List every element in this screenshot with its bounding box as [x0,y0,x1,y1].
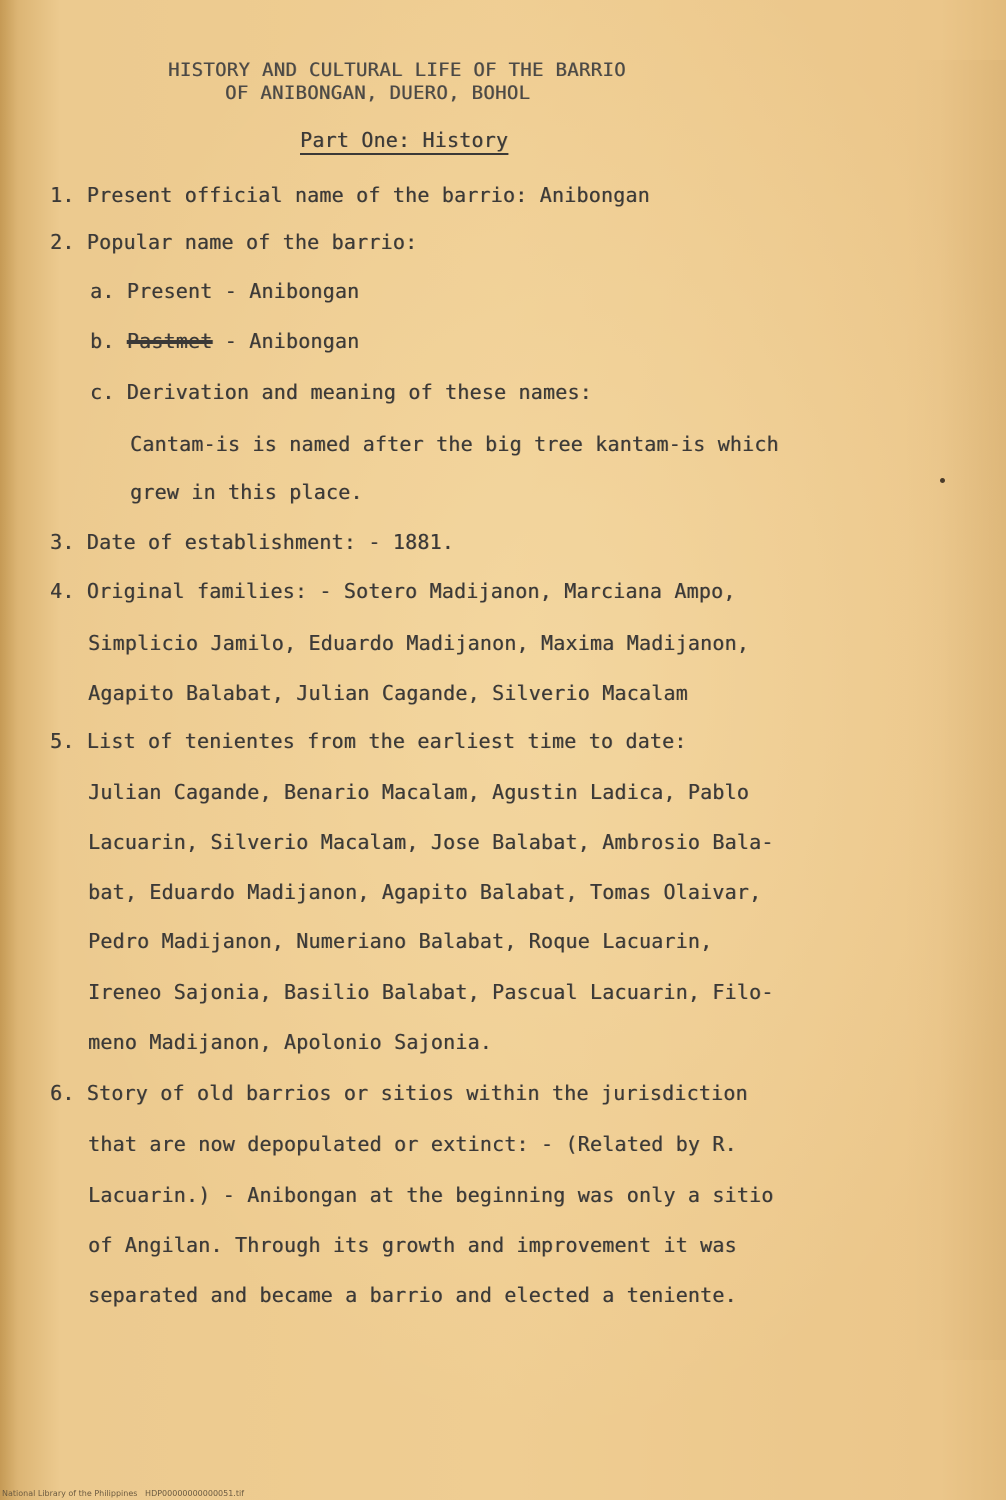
item-5-line-4: bat, Eduardo Madijanon, Agapito Balabat, Tomas Olaivar, [88,880,762,904]
item-4-line-2: Simplicio Jamilo, Eduardo Madijanon, Maxima Madijanon, [88,631,750,655]
title-line-1: HISTORY AND CULTURAL LIFE OF THE BARRIO [168,59,626,81]
item-6-line-3: Lacuarin.) - Anibongan at the beginning was only a sitio [88,1183,774,1207]
show-through-shade [905,60,1006,1360]
item-2: 2. Popular name of the barrio: [50,230,418,254]
title-line-2: OF ANIBONGAN, DUERO, BOHOL [225,82,531,104]
item-2c-text-1: Cantam-is is named after the big tree kantam-is which [130,432,779,456]
scan-footer: National Library of the Philippines HDP00000000000051.tif [2,1489,245,1498]
item-5-line-6: Ireneo Sajonia, Basilio Balabat, Pascual Lacuarin, Filo- [88,980,774,1004]
item-2b-prefix: b. [90,329,127,353]
item-1: 1. Present official name of the barrio: Anibongan [50,183,650,207]
item-5-line-7: meno Madijanon, Apolonio Sajonia. [88,1030,492,1054]
item-4-line-3: Agapito Balabat, Julian Cagande, Silverio Macalam [88,681,688,705]
item-6-line-5: separated and became a barrio and elected a teniente. [88,1283,737,1307]
item-2c-text-2: grew in this place. [130,480,363,504]
item-2b-rest: - Anibongan [212,329,360,353]
item-5-line-5: Pedro Madijanon, Numeriano Balabat, Roque Lacuarin, [88,929,713,953]
part-heading: Part One: History [300,128,509,152]
item-6-line-2: that are now depopulated or extinct: - (Related by R. [88,1132,737,1156]
item-6-line-4: of Angilan. Through its growth and improvement it was [88,1233,737,1257]
item-2c: c. Derivation and meaning of these names: [90,380,592,404]
item-3: 3. Date of establishment: - 1881. [50,530,454,554]
item-2a: a. Present - Anibongan [90,279,360,303]
item-5-line-3: Lacuarin, Silverio Macalam, Jose Balabat, Ambrosio Bala- [88,830,774,854]
item-2b [90,329,359,353]
item-6-line-1: 6. Story of old barrios or sitios within the jurisdiction [50,1081,748,1105]
item-5-line-2: Julian Cagande, Benario Macalam, Agustin Ladica, Pablo [88,780,750,804]
ink-speck [940,478,945,483]
item-4-line-1: 4. Original families: - Sotero Madijanon, Marciana Ampo, [50,579,736,603]
item-2b-struck-word: Pastmet [126,329,213,353]
item-5-line-1: 5. List of tenientes from the earliest time to date: [50,729,687,753]
